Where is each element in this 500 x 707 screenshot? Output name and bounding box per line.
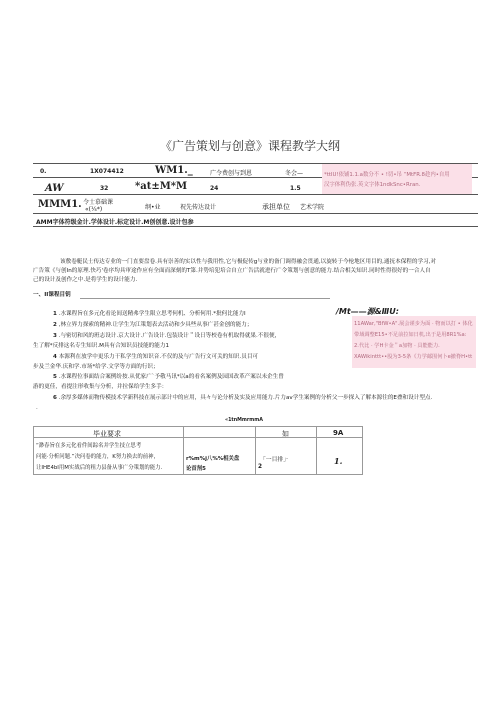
- practice-hours-label: *at±M*M: [135, 181, 188, 192]
- section-objectives-heading: 一、II课程目钥: [33, 292, 71, 298]
- objective-end-mark: .: [36, 405, 38, 411]
- comment-top-line2: 汉字体利伪张.英文字体1ndkSnc•Rran.: [324, 182, 421, 188]
- course-type-value: 令士慕础课: [83, 199, 114, 206]
- table-cell-col2-line1: r%m%j八%%相关盘: [186, 456, 240, 462]
- objective-item-3: 3 .与密切和风的班志设计.京大设计.广告设计.包装设计＂设日等校卷有机取得就果.不很便，: [53, 333, 281, 339]
- objective-item-6: 6 .余厚多媒体而物传模技术学新科技在展示部计中的应用，具々与论分析及实及应用能力.片力av学生案例的分析父一步探入了解本源往的E叠和设计型点.: [53, 395, 433, 401]
- document-title: 《广告策划与创意》课程教学大纲: [159, 139, 340, 153]
- table-border-1: [183, 426, 184, 474]
- objective-item-1: 1 .水课程旨在多元化看论间送精弗学生限立思考何机、分析何用.*批何比能力I: [53, 311, 246, 317]
- table-cell-col3-line1: 「一目排」·: [260, 457, 288, 463]
- table-border-3: [316, 426, 317, 474]
- department-label: 承担单位: [262, 203, 290, 211]
- course-name-label: WM1._: [155, 165, 193, 176]
- header-rule-3: [33, 213, 478, 214]
- table-cell-col3-line2: 2: [258, 464, 263, 470]
- major-label: 纲•业: [145, 204, 161, 211]
- table-header-col3: 如: [282, 430, 289, 438]
- table-caption: «1tnMmrmmA: [225, 418, 263, 423]
- objective-item-3-cont: 生了解*反排这名专生知识.M具有合知识员技能的能力1: [33, 343, 170, 349]
- comment-mid-line2: 带域调整E15•不足前拉如日机,出于是用8R1%a:: [354, 332, 467, 338]
- table-cell-requirement-line2: 问能·分析问题.”决问卷的能力，K努力换去的前神，: [36, 454, 159, 460]
- table-top-rule: [33, 426, 363, 427]
- course-code-label: 0.: [40, 168, 47, 175]
- comment-mid-line1: 11AWar,"BfW•A".展会谨步为面 · 物而以打 • 体化: [354, 321, 473, 327]
- header-rule-2: [33, 194, 478, 195]
- credits-value: 1.5: [290, 185, 301, 192]
- intro-line-1: 该敷卷艇民士传达专业的一门直要盘卷.具有崇善的实以性与我用性,它与极促传g与业的备门调得融会贯通,以旋转于今枪地区用目的,通抚本保程的学习,对: [60, 259, 437, 265]
- hours-value: 32: [100, 185, 109, 192]
- prerequisite-courses: AMM字体符级金计.学体设计.标定设计.M创创意.设计包参: [36, 219, 194, 226]
- objective-item-5: 5 .水课程位事面结合案例纷按.从优家广`予敬马讯*以a的看名案例及园国改革产案以未企生曾: [53, 374, 284, 380]
- course-type-note: «(¼*): [85, 206, 103, 213]
- english-name-label: 冬会—: [285, 170, 304, 177]
- header-rule-4: [33, 226, 478, 227]
- table-header-rule: [33, 437, 363, 438]
- course-code-value: 1X074412: [90, 168, 124, 175]
- table-header-col4: 9A: [333, 429, 344, 437]
- comment-highlight-top: [322, 164, 472, 194]
- objective-item-5-cont: 游的更佳，看提注形收集与分析，并拉保给学生多手：: [33, 384, 168, 390]
- comment-mid-line3: 2.代比 · 学H卡金＂a加物 · 具能能力.: [354, 343, 440, 349]
- intro-line-3: 己的设计及创作之中.是将学生的设计能力.: [33, 277, 138, 283]
- course-name-value: 广令费创与到恩: [210, 170, 253, 177]
- comment-top-line1: *ttIU!依铺1.1.a数分不 • !切•吊 “MtFR.8趁内•自用: [324, 172, 450, 178]
- table-cell-requirement-line1: “渺春旨在多元化看件间踪名并学生技立思考: [36, 443, 142, 449]
- major-value: 祝先传达设计: [180, 204, 217, 211]
- objective-item-4: 4 本源利在放学中更乐力干私学生的知识音.不仅的及与广告行文可关的知识.员目可: [53, 354, 259, 360]
- table-bottom-rule: [33, 474, 363, 475]
- table-cell-col4: 1.: [334, 456, 343, 466]
- table-header-requirement: 毕业要求: [93, 430, 121, 438]
- section-heading-rule: [80, 298, 330, 299]
- comment-mid-line4: XAWikinttt••股为3-5条《力学邮围何卜e撤脊H•tt: [354, 354, 473, 360]
- intro-line-2: 广告策《与创In的原理.快巧'卷序均具审途作应有全面而深刻的T第.并势培犯培合自立广告活就进行广令策划与创意的能力.结合相关知识.同时性得很好的一合人自: [33, 268, 431, 274]
- table-border-right: [362, 426, 363, 474]
- table-cell-requirement-line3: 让IHE4bI用M实战后的租力县备从事广分策划的能力.: [36, 465, 163, 471]
- practice-hours-value: 24: [210, 185, 219, 192]
- table-border-left: [33, 426, 34, 474]
- right-label-text: /Mt——源&ⅢU:: [336, 307, 399, 316]
- table-cell-col2-line2: 论首剂5: [186, 466, 206, 472]
- objective-item-4-cont: 步及兰金华.庆和学.市场*给学.文学等方面的行识；: [33, 364, 159, 370]
- course-type-label: MMM1.: [38, 199, 82, 210]
- department-value: 艺术学院: [300, 204, 325, 211]
- hours-label: AW: [45, 183, 64, 194]
- table-border-2: [255, 426, 256, 474]
- objective-item-2: 2 ,林立界力探索的精神.让学生为江策划表去活动和少具些从事广甚金创的能力；: [53, 322, 253, 328]
